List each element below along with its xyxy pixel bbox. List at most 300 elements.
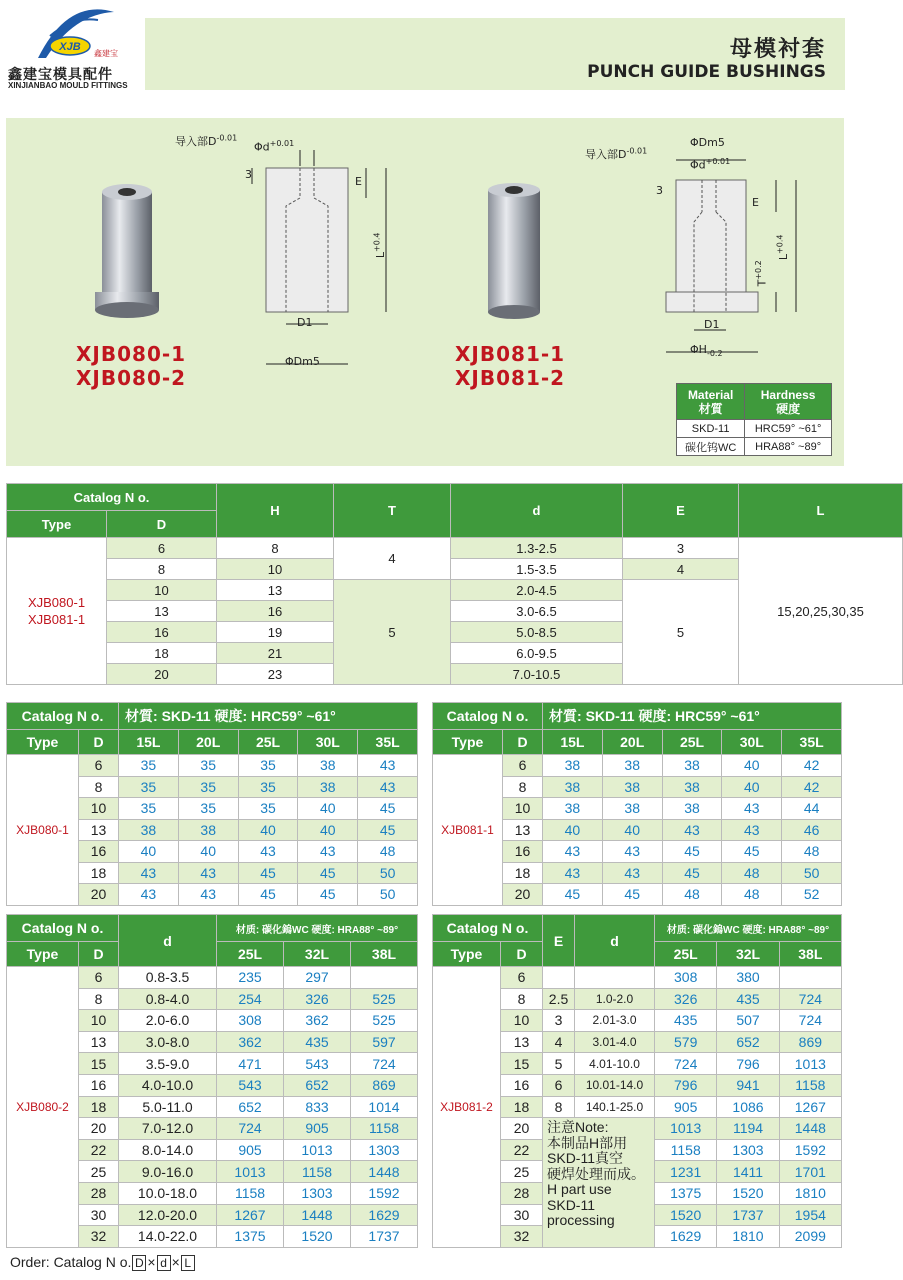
table-cell: 326	[284, 988, 351, 1010]
col-header: 25L	[217, 942, 284, 967]
table-cell: 38	[178, 819, 238, 841]
table-cell: 48	[722, 884, 782, 906]
table-cell: 0.8-4.0	[119, 988, 217, 1010]
table-cell	[779, 967, 841, 989]
type-header: Type	[433, 730, 503, 755]
table-cell	[350, 967, 417, 989]
table-cell: 20	[503, 884, 543, 906]
dim-Dm5: ΦDm5	[285, 355, 320, 368]
d-header: D	[79, 730, 119, 755]
type-cell: XJB080-1	[7, 755, 79, 906]
table-cell: 40	[722, 755, 782, 777]
table-cell: 43	[543, 841, 603, 863]
hardness-cell: HRC59° ~61°	[745, 420, 832, 438]
table-cell: 14.0-22.0	[119, 1226, 217, 1248]
table-cell: 46	[782, 819, 842, 841]
table-cell: 13	[501, 1031, 543, 1053]
col-header: 35L	[358, 730, 418, 755]
catalog-header: Catalog N o.	[7, 915, 119, 942]
table-cell: 1158	[655, 1139, 717, 1161]
table-cell: 308	[655, 967, 717, 989]
table-cell: 45	[602, 884, 662, 906]
hardness-header-cn: 硬度	[776, 401, 801, 416]
brand-logo	[28, 6, 118, 68]
table-cell: 38	[602, 755, 662, 777]
table-cell: 4.0-10.0	[119, 1074, 217, 1096]
table-cell: 0.8-3.5	[119, 967, 217, 989]
table-cell: 10	[79, 1010, 119, 1032]
table-cell: 543	[217, 1074, 284, 1096]
type-header: Type	[7, 730, 79, 755]
table-cell: 5.0-8.5	[451, 622, 623, 643]
table-cell: 40	[298, 798, 358, 820]
model-081-1: XJB081-1	[455, 342, 566, 366]
table-cell: 9.0-16.0	[119, 1161, 217, 1183]
table-cell: 48	[358, 841, 418, 863]
table-cell: 8	[501, 988, 543, 1010]
table-cell: 35	[119, 755, 179, 777]
table-cell: 3.5-9.0	[119, 1053, 217, 1075]
material-spec-header: 材质: 碳化鎢WC 硬度: HRA88° ~89°	[655, 915, 842, 942]
table-cell: 35	[178, 755, 238, 777]
table-cell: 652	[217, 1096, 284, 1118]
note-cell	[543, 1118, 655, 1248]
table-cell: 45	[238, 884, 298, 906]
table-cell: 5.0-11.0	[119, 1096, 217, 1118]
table-row	[433, 755, 842, 777]
table-cell: 35	[119, 798, 179, 820]
bushing-photo-080	[90, 180, 165, 320]
col-header: 35L	[782, 730, 842, 755]
table-cell: 43	[543, 862, 603, 884]
technical-drawing-080	[180, 128, 390, 378]
table-cell: 8	[217, 538, 334, 559]
table-cell: 45	[662, 841, 722, 863]
table-cell: 1592	[350, 1182, 417, 1204]
table-cell	[575, 967, 655, 989]
table-cell: 4	[623, 559, 739, 580]
order-box-L: L	[181, 1255, 195, 1271]
table-cell	[543, 967, 575, 989]
table-cell: 796	[655, 1074, 717, 1096]
dim-T-tol: +0.2	[753, 260, 763, 280]
tol-sup-plus-2: +0.01	[705, 157, 731, 166]
table-cell: 32	[501, 1226, 543, 1248]
table-cell: 1448	[350, 1161, 417, 1183]
dim-E: E	[355, 175, 362, 188]
table-cell: 2099	[779, 1226, 841, 1248]
table-cell: 25	[79, 1161, 119, 1183]
table-cell: 1.5-3.5	[451, 559, 623, 580]
material-header	[677, 384, 745, 420]
table-cell: 38	[543, 755, 603, 777]
type-cell: XJB080-2	[7, 967, 79, 1248]
table-cell: 724	[655, 1053, 717, 1075]
table-cell: 941	[717, 1074, 779, 1096]
table-cell: 869	[779, 1031, 841, 1053]
table-cell: 43	[602, 841, 662, 863]
table-cell: 1954	[779, 1204, 841, 1226]
table-cell: 2.01-3.0	[575, 1010, 655, 1032]
table-cell: 35	[238, 755, 298, 777]
type-cell	[7, 538, 107, 685]
table-cell: 45	[298, 884, 358, 906]
table-cell: 45	[358, 819, 418, 841]
table-cell: 525	[350, 1010, 417, 1032]
table-cell: 140.1-25.0	[575, 1096, 655, 1118]
table-row	[433, 967, 842, 989]
table-cell: 3	[543, 1010, 575, 1032]
table-cell: 1375	[217, 1226, 284, 1248]
col-header: 38L	[350, 942, 417, 967]
table-cell: 38	[662, 776, 722, 798]
note-line: H part use	[547, 1181, 612, 1198]
table-cell: 13	[503, 819, 543, 841]
table-cell: 724	[779, 988, 841, 1010]
table-cell: 32	[79, 1226, 119, 1248]
dim-L	[372, 233, 387, 259]
table-cell: 1014	[350, 1096, 417, 1118]
material-header-en: Material	[687, 387, 734, 402]
table-cell: 7.0-12.0	[119, 1118, 217, 1140]
table-cell: 362	[284, 1010, 351, 1032]
table-cell: 43	[358, 755, 418, 777]
table-cell: 38	[602, 776, 662, 798]
table-cell: 10	[501, 1010, 543, 1032]
table-cell: 8	[79, 776, 119, 798]
table-cell: 16	[79, 1074, 119, 1096]
table-cell: 362	[217, 1031, 284, 1053]
price-table-xjb080-1	[6, 702, 418, 906]
model-080-2: XJB080-2	[76, 366, 187, 390]
table-cell: 45	[722, 841, 782, 863]
material-spec-header: 材質: SKD-11 硬度: HRC59° ~61°	[119, 703, 418, 730]
table-cell: 25	[501, 1161, 543, 1183]
table-cell: 4	[543, 1031, 575, 1053]
table-cell: 435	[284, 1031, 351, 1053]
table-cell: 43	[722, 798, 782, 820]
table-cell: 1737	[350, 1226, 417, 1248]
price-table-xjb081-1	[432, 702, 842, 906]
table-cell: 507	[717, 1010, 779, 1032]
table-cell: 1592	[779, 1139, 841, 1161]
table-cell: 1520	[655, 1204, 717, 1226]
price-table-xjb081-2	[432, 914, 842, 1248]
table-cell: 20	[107, 664, 217, 685]
note-line: 硬焊处理而成。	[547, 1165, 646, 1182]
catalog-header: Catalog N o.	[433, 915, 543, 942]
table-cell: 8	[503, 776, 543, 798]
table-cell: 10.01-14.0	[575, 1074, 655, 1096]
table-cell: 1.0-2.0	[575, 988, 655, 1010]
table-cell: 10	[503, 798, 543, 820]
col-header: 25L	[662, 730, 722, 755]
dim-L-tol-2: +0.4	[775, 234, 785, 254]
table-cell: 380	[717, 967, 779, 989]
table-cell: 724	[350, 1053, 417, 1075]
table-cell: 6	[107, 538, 217, 559]
table-cell: 45	[358, 798, 418, 820]
table-cell: 3.01-4.0	[575, 1031, 655, 1053]
table-cell: 6	[79, 967, 119, 989]
table-cell: 40	[543, 819, 603, 841]
table-cell: 1520	[284, 1226, 351, 1248]
table-cell: 1.3-2.5	[451, 538, 623, 559]
dim-D1-2: D1	[704, 318, 720, 331]
table-cell: 543	[284, 1053, 351, 1075]
col-header-T: T	[334, 484, 451, 538]
table-cell: 16	[503, 841, 543, 863]
material-cell: 碳化钨WC	[677, 438, 745, 456]
table-cell: 15	[79, 1053, 119, 1075]
table-cell: 43	[602, 862, 662, 884]
catalog-header: Catalog N o.	[7, 703, 119, 730]
table-cell: 1194	[717, 1118, 779, 1140]
table-cell: 1701	[779, 1161, 841, 1183]
dim-3: 3	[245, 168, 252, 181]
table-cell: 471	[217, 1053, 284, 1075]
dim-H-tol: -0.2	[706, 349, 723, 359]
table-cell: 43	[358, 776, 418, 798]
type-header: Type	[7, 511, 107, 538]
lead-in-label-2: 导入部D	[585, 148, 627, 161]
col-header-E: E	[623, 484, 739, 538]
table-cell: 44	[782, 798, 842, 820]
table-cell: 45	[238, 862, 298, 884]
table-cell: 1629	[655, 1226, 717, 1248]
col-header: 20L	[602, 730, 662, 755]
model-label-080	[76, 342, 186, 390]
table-cell: 16	[107, 622, 217, 643]
table-cell: 43	[662, 819, 722, 841]
table-cell: 8	[543, 1096, 575, 1118]
dim-Dm5-2: ΦDm5	[690, 136, 725, 149]
d-header: D	[79, 942, 119, 967]
table-cell: 38	[119, 819, 179, 841]
table-cell: 1013	[217, 1161, 284, 1183]
table-cell: 3.0-8.0	[119, 1031, 217, 1053]
tol-sup-plus: +0.01	[269, 139, 295, 148]
table-cell: 40	[178, 841, 238, 863]
table-cell: 40	[238, 819, 298, 841]
table-cell: 1303	[717, 1139, 779, 1161]
table-cell: 326	[655, 988, 717, 1010]
table-cell: 254	[217, 988, 284, 1010]
dim-T: T	[755, 279, 769, 287]
table-cell: 6	[79, 755, 119, 777]
model-081-2: XJB081-2	[455, 366, 566, 390]
table-cell: 5	[334, 580, 451, 685]
table-cell: 3	[623, 538, 739, 559]
table-cell: 297	[284, 967, 351, 989]
table-cell: 18	[501, 1096, 543, 1118]
table-cell: 50	[358, 862, 418, 884]
table-cell: 38	[543, 798, 603, 820]
table-cell: 525	[350, 988, 417, 1010]
table-cell: 3.0-6.5	[451, 601, 623, 622]
table-cell: 1013	[284, 1139, 351, 1161]
table-cell: 48	[782, 841, 842, 863]
col-header: 15L	[119, 730, 179, 755]
table-cell: 22	[501, 1139, 543, 1161]
table-cell: 38	[662, 755, 722, 777]
col-header-L: L	[739, 484, 903, 538]
type-header: Type	[7, 942, 79, 967]
model-080-1: XJB080-1	[76, 342, 187, 366]
table-cell: 1303	[350, 1139, 417, 1161]
table-cell: 16	[79, 841, 119, 863]
material-spec-header: 材質: SKD-11 硬度: HRC59° ~61°	[543, 703, 842, 730]
table-cell: 40	[119, 841, 179, 863]
note-line: 本制品H部用	[547, 1134, 628, 1151]
material-cell: SKD-11	[677, 420, 745, 438]
table-cell: 42	[782, 755, 842, 777]
table-cell: 12.0-20.0	[119, 1204, 217, 1226]
table-cell: 10.0-18.0	[119, 1182, 217, 1204]
table-cell: 10	[107, 580, 217, 601]
hardness-cell: HRA88° ~89°	[745, 438, 832, 456]
table-cell: 1267	[779, 1096, 841, 1118]
phi-d-label-2: Φd	[690, 158, 706, 172]
table-cell: 45	[543, 884, 603, 906]
table-cell: 13	[79, 819, 119, 841]
table-cell: 22	[79, 1139, 119, 1161]
table-cell: 35	[238, 776, 298, 798]
dim-L-text: L	[374, 251, 388, 259]
table-cell: 2.5	[543, 988, 575, 1010]
col-header: 38L	[779, 942, 841, 967]
table-cell: 1411	[717, 1161, 779, 1183]
table-cell: 38	[543, 776, 603, 798]
table-cell: 15,20,25,30,35	[739, 538, 903, 685]
dim-3-2: 3	[656, 184, 663, 197]
table-cell: 28	[501, 1182, 543, 1204]
type-cell: XJB081-1	[433, 755, 503, 906]
table-cell: 43	[178, 884, 238, 906]
table-cell: 724	[217, 1118, 284, 1140]
table-cell: 48	[722, 862, 782, 884]
dim-L-2: L	[777, 253, 791, 261]
table-cell: 1013	[779, 1053, 841, 1075]
catalog-header: Catalog N o.	[433, 703, 543, 730]
table-cell: 796	[717, 1053, 779, 1075]
col-header: 30L	[722, 730, 782, 755]
col-header: 25L	[655, 942, 717, 967]
table-cell: 18	[79, 1096, 119, 1118]
table-cell: 45	[662, 862, 722, 884]
d-header: D	[503, 730, 543, 755]
type-value-1: XJB080-1	[27, 595, 86, 610]
table-cell: 1629	[350, 1204, 417, 1226]
table-cell: 13	[217, 580, 334, 601]
table-cell: 13	[107, 601, 217, 622]
table-cell: 905	[655, 1096, 717, 1118]
table-cell: 16	[501, 1074, 543, 1096]
price-table-xjb080-2	[6, 914, 418, 1248]
order-sep: ×	[171, 1254, 180, 1270]
d-lower-header: d	[119, 915, 217, 967]
table-cell: 833	[284, 1096, 351, 1118]
table-cell: 10	[79, 798, 119, 820]
d-header: D	[501, 942, 543, 967]
table-cell: 18	[503, 862, 543, 884]
table-cell: 8	[107, 559, 217, 580]
table-cell: 38	[662, 798, 722, 820]
table-cell: 1303	[284, 1182, 351, 1204]
table-cell: 869	[350, 1074, 417, 1096]
catalog-header: Catalog N o.	[7, 484, 217, 511]
table-cell: 42	[782, 776, 842, 798]
table-cell: 5	[623, 580, 739, 685]
table-cell: 40	[602, 819, 662, 841]
page-title-cn: 母模衬套	[729, 37, 826, 62]
table-cell: 18	[79, 862, 119, 884]
dim-H: ΦH	[690, 343, 707, 356]
table-cell: 6	[501, 967, 543, 989]
table-cell: 1158	[284, 1161, 351, 1183]
table-cell: 43	[298, 841, 358, 863]
type-cell: XJB081-2	[433, 967, 501, 1248]
col-header-d: d	[451, 484, 623, 538]
table-cell: 308	[217, 1010, 284, 1032]
table-row	[7, 755, 418, 777]
table-cell: 1231	[655, 1161, 717, 1183]
table-cell: 30	[501, 1204, 543, 1226]
table-cell: 1013	[655, 1118, 717, 1140]
table-cell: 8	[79, 988, 119, 1010]
order-sep: ×	[147, 1254, 156, 1270]
table-cell: 235	[217, 967, 284, 989]
table-cell: 5	[543, 1053, 575, 1075]
table-cell: 20	[79, 884, 119, 906]
col-header: 30L	[298, 730, 358, 755]
table-cell: 1375	[655, 1182, 717, 1204]
table-cell: 1810	[779, 1182, 841, 1204]
table-cell: 48	[662, 884, 722, 906]
table-cell: 38	[602, 798, 662, 820]
tol-sup-2: -0.01	[626, 146, 648, 156]
table-cell: 1520	[717, 1182, 779, 1204]
table-cell: 43	[119, 884, 179, 906]
note-line: 注意Note:	[547, 1119, 609, 1136]
table-cell: 23	[217, 664, 334, 685]
table-cell: 21	[217, 643, 334, 664]
order-box-d: d	[157, 1255, 171, 1271]
dim-L-tol: +0.4	[372, 232, 382, 252]
main-spec-table	[6, 483, 903, 685]
table-cell: 597	[350, 1031, 417, 1053]
table-cell: 1158	[779, 1074, 841, 1096]
model-label-081	[455, 342, 565, 390]
table-cell: 435	[717, 988, 779, 1010]
brand-name-cn: 鑫建宝模具配件	[8, 67, 113, 83]
table-cell: 8.0-14.0	[119, 1139, 217, 1161]
table-cell: 6	[503, 755, 543, 777]
table-cell: 579	[655, 1031, 717, 1053]
table-cell: 28	[79, 1182, 119, 1204]
table-cell: 16	[217, 601, 334, 622]
table-cell: 7.0-10.5	[451, 664, 623, 685]
order-line	[10, 1254, 196, 1271]
bushing-photo-081	[480, 180, 550, 325]
order-label: Order: Catalog N o.	[10, 1254, 132, 1270]
table-cell: 905	[284, 1118, 351, 1140]
table-cell: 35	[238, 798, 298, 820]
col-header: 32L	[284, 942, 351, 967]
svg-text:鑫建宝: 鑫建宝	[94, 49, 118, 58]
table-cell: 1267	[217, 1204, 284, 1226]
table-cell: 43	[722, 819, 782, 841]
